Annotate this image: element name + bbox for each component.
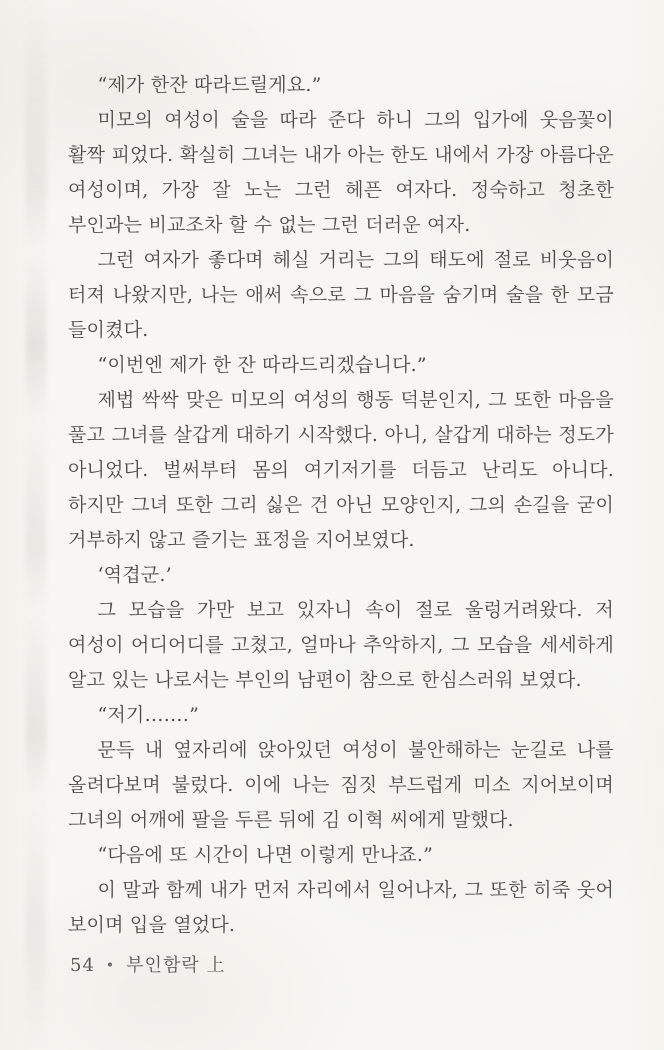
binding-shadow [26,0,46,1050]
narrative-paragraph: 그 모습을 가만 보고 있자니 속이 절로 울렁거려왔다. 저 여성이 어디어디를 고쳤고, 얼마나 추악하지, 그 모습을 세세하게 알고 있는 나로서는 부인의 남편이 참으로 한심스러워 보였다. [68,599,614,691]
page-footer [70,952,225,980]
dialogue-paragraph: “저기…….” [97,704,200,726]
footer-separator: • [105,958,116,974]
text-block [68,68,614,943]
narrative-paragraph: 이 말과 함께 내가 먼저 자리에서 일어나자, 그 또한 히죽 웃어 보이며 입을 열었다. [68,879,614,936]
dialogue-paragraph: “다음에 또 시간이 나면 이렇게 만나죠.” [97,844,434,866]
dialogue-paragraph: “이번엔 제가 한 잔 따라드리겠습니다.” [97,354,427,376]
narrative-paragraph: 그런 여자가 좋다며 헤실 거리는 그의 태도에 절로 비웃음이 터져 나왔지만, 나는 애써 속으로 그 마음을 숨기며 술을 한 모금 들이켰다. [68,249,614,341]
book-title: 부인함락 上 [126,955,226,976]
dialogue-paragraph: “제가 한잔 따라드릴게요.” [97,74,322,96]
narrative-paragraph: 미모의 여성이 술을 따라 준다 하니 그의 입가에 웃음꽃이 활짝 피었다. 확실히 그녀는 내가 아는 한도 내에서 가장 아름다운 여성이며, 가장 잘 노는 그런 헤픈 여자다. 정숙하고 청초한 부인과는 비교조차 할 수 없는 그런 더러운 여자. [68,109,614,236]
narrative-paragraph: 문득 내 옆자리에 앉아있던 여성이 불안해하는 눈길로 나를 올려다보며 불렀다. 이에 나는 짐짓 부드럽게 미소 지어보이며 그녀의 어깨에 팔을 두른 뒤에 김 이혁 씨에게 말했다. [68,739,614,831]
narrative-paragraph: 제법 싹싹 맞은 미모의 여성의 행동 덕분인지, 그 또한 마음을 풀고 그녀를 살갑게 대하기 시작했다. 아니, 살갑게 대하는 정도가 아니었다. 벌써부터 몸의 여기저기를 더듬고 난리도 아니다. 하지만 그녀 또한 그리 싫은 건 아닌 모양인지, 그의 손길을 굳이 거부하지 않고 즐기는 표정을 지어보였다. [68,389,614,551]
page-number: 54 [70,955,95,976]
thought-paragraph: ‘역겹군.’ [97,564,172,586]
